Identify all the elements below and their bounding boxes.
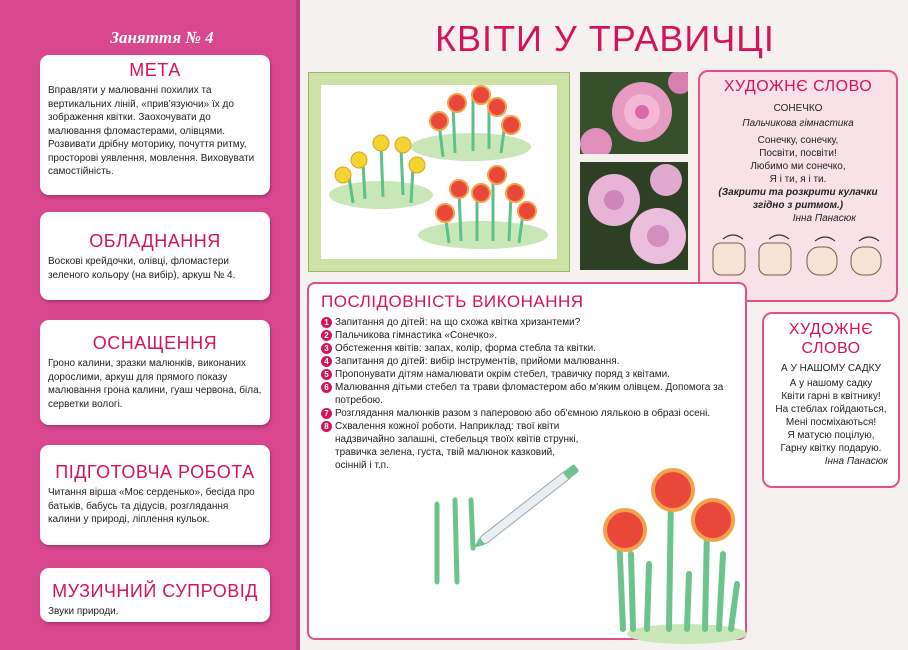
step-number: 2: [321, 330, 332, 341]
poem-line: Любимо ми сонечко,: [750, 161, 846, 172]
step-text: Малювання дітьми стебел та трави фломастером або м'яким олівцем. Допомога за потребою.: [335, 382, 724, 406]
drawing-demo-illustration: [309, 444, 749, 644]
steps-heading: ПОСЛІДОВНІСТЬ ВИКОНАННЯ: [321, 292, 584, 311]
card-supplies-text: Гроно калини, зразки малюнків, виконаних дорослими, аркуш для прямого показу малювання грона калини, гуаш червона, біла, серветки вологі.: [48, 358, 262, 410]
card-preparation: [40, 445, 270, 545]
step-number: 7: [321, 408, 332, 419]
card-preparation-heading: ПІДГОТОВЧА РОБОТА: [55, 462, 255, 482]
flowers-illustration: [321, 85, 557, 259]
hand-gestures-illustration: [703, 229, 893, 279]
step-item: [321, 316, 745, 329]
page-title: КВІТИ У ТРАВИЧЦІ: [435, 18, 775, 59]
step-number: 4: [321, 356, 332, 367]
card-supplies: [40, 320, 270, 425]
poem-line: А у нашому садку: [789, 378, 873, 389]
poem-line: Я матусю поцілую,: [787, 430, 875, 441]
step-item: [321, 407, 745, 420]
step-text: Запитання до дітей: на що схожа квітка хризантеми?: [335, 317, 581, 328]
card-preparation-text: Читання вірша «Моє серденько», бесіда про батьків, бабусь та дідусів, розглядання калини у природі, ліплення кульок.: [48, 487, 255, 525]
card-music: [40, 568, 270, 622]
card-equipment: [40, 212, 270, 300]
dahlia-photo-lilac: [580, 162, 688, 270]
art-word-2-heading: ХУДОЖНЄ СЛОВО: [788, 321, 874, 357]
dahlia-image: [580, 162, 688, 270]
step-text: Розглядання малюнків разом з паперовою або об'ємною лялькою в образі осені.: [335, 408, 711, 419]
card-goal-heading: МЕТА: [129, 60, 181, 80]
sample-drawing: [321, 85, 557, 259]
step-item: [321, 329, 745, 342]
art-word-1-author: Інна Панасюк: [792, 213, 856, 224]
sample-drawing-frame: [308, 72, 570, 272]
card-music-text: Звуки природи.: [48, 606, 119, 617]
art-word-1-poem-title: СОНЕЧКО: [773, 103, 823, 114]
art-word-2-author: Інна Панасюк: [824, 456, 888, 467]
art-word-2-poem-title: А У НАШОМУ САДКУ: [781, 363, 881, 374]
step-text: Схвалення кожної роботи. Наприклад: твої квіти надзвичайно запашні, стебельця твоїх квітів стрункі, травичка зелена, густа, твій малюнок казковий, осінній і т.п.: [335, 421, 579, 471]
dahlia-photo-pink: [580, 72, 688, 154]
step-item: [321, 381, 745, 407]
step-number: 6: [321, 382, 332, 393]
poem-line: Мені посміхаються!: [785, 417, 877, 428]
step-number: 8: [321, 421, 332, 432]
art-word-box-2: [762, 312, 900, 488]
art-word-1-subtitle: Пальчикова гімнастика: [742, 118, 854, 129]
steps-box: [307, 282, 747, 640]
card-supplies-heading: ОСНАЩЕННЯ: [92, 333, 218, 353]
step-number: 1: [321, 317, 332, 328]
art-word-box-1: [698, 70, 898, 302]
step-item: [321, 342, 745, 355]
dahlia-image: [580, 72, 688, 154]
card-equipment-text: Воскові крейдочки, олівці, фломастери зеленого кольору (на вибір), аркуш № 4.: [48, 256, 236, 281]
art-word-1-instruction: (Закрити та розкрити кулачки згідно з ритмом.): [718, 187, 878, 211]
sidebar: [0, 0, 300, 650]
art-word-1-heading: ХУДОЖНЄ СЛОВО: [723, 78, 873, 95]
step-number: 5: [321, 369, 332, 380]
step-text: Пропонувати дітям намалювати окрім стебел, травичку поряд з квітами.: [335, 369, 670, 380]
step-number: 3: [321, 343, 332, 354]
poem-line: Сонечку, сонечку,: [757, 135, 839, 146]
poem-line: Квіти гарні в квітнику!: [781, 391, 881, 402]
card-music-heading: МУЗИЧНИЙ СУПРОВІД: [52, 581, 258, 601]
poem-line: Я і ти, я і ти.: [769, 174, 827, 185]
step-item: [321, 368, 745, 381]
lesson-number: Заняття № 4: [110, 28, 214, 47]
poem-line: На стеблах гойдаються,: [775, 404, 887, 415]
poem-line: Посвіти, посвіти!: [759, 148, 837, 159]
step-text: Обстеження квітів: запах, колір, форма стебла та квітки.: [335, 343, 597, 354]
step-text: Запитання до дітей: вибір інструментів, прийоми малювання.: [335, 356, 620, 367]
card-equipment-heading: ОБЛАДНАННЯ: [89, 231, 221, 251]
step-text: Пальчикова гімнастика «Сонечко».: [335, 330, 498, 341]
card-goal: [40, 55, 270, 195]
step-item: [321, 355, 745, 368]
card-goal-text: Вправляти у малюванні похилих та вертикальних ліній, «прив'язуючи» їх до зображення квітки. Заохочувати до малювання фломастерами, олівцями. Розвивати дрібну моторику, почуття ритму, просторові уявлення, мовлення. Виховувати самостійність.: [48, 85, 255, 177]
poem-line: Гарну квітку подарую.: [780, 443, 882, 454]
